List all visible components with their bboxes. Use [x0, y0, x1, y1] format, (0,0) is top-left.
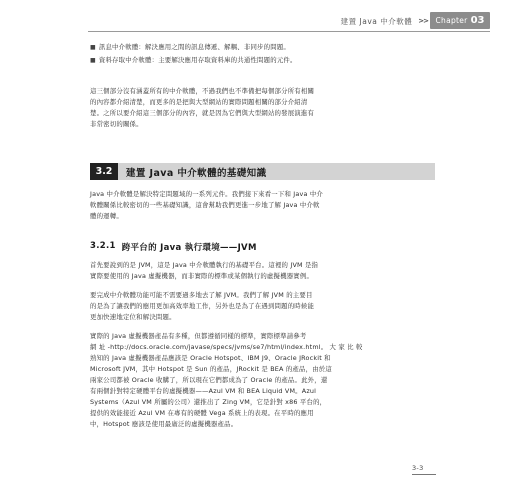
bullet-item [90, 42, 434, 53]
subsection-number: 3.2.1 [90, 241, 116, 251]
chapter-label: Chapter [435, 16, 468, 25]
section-title: 建置 Java 中介軟體的基礎知識 [126, 167, 267, 179]
text-line: 的是為了讓我們的應用更加高效率地工作，另外也是為了在遇到問題的時候能 [90, 302, 315, 310]
text-line: 要完成中介軟體功能可能不需要過多地去了解 JVM。我們了解 JVM 的主要目 [90, 291, 313, 299]
section-number: 3.2 [90, 163, 118, 180]
text-line: Systems（Azul VM 所屬的公司）還推出了 Zing VM，它是針對 x86 平台的， [90, 398, 327, 406]
running-title: 建置 Java 中介軟體 [340, 16, 413, 26]
text-line: 兩家公司都被 Oracle 收購了，所以現在它們都成為了 Oracle 的產品。此外，還 [90, 376, 328, 384]
text-line: 非常密切的關係。 [90, 120, 143, 128]
bullet-text: 訊息中介軟體：解決應用之間的訊息傳遞、解耦、非同步的問題。 [98, 43, 291, 51]
header-divider [88, 31, 490, 32]
text-line: 更加快速地定位和解決問題。 [90, 313, 176, 321]
section-paragraph [90, 189, 434, 222]
running-header [341, 10, 428, 32]
text-line: 這三個部分沒有涵蓋所有的中介軟體，不過我們也不準備把每個部分所有相關 [90, 87, 315, 95]
body-paragraph [90, 260, 434, 282]
chapter-badge [430, 12, 490, 29]
body-paragraph [90, 290, 434, 323]
text-line: 有兩個針對特定硬體平台的虛擬機器——Azul VM 和 BEA Liquid VM。Azul [90, 387, 317, 395]
text-line: 楚。之所以要介紹這三個部分的內容，就是因為它們與大型網站的發展演進有 [90, 109, 315, 117]
chapter-number: 03 [470, 15, 485, 26]
text-line: 的內容都介紹清楚，而更多的是把與大型網站的實際問題相關的部分介紹清 [90, 98, 308, 106]
text-line: Java 中介軟體是解決特定問題域的一系列元件。我們接下來看一下和 Java 中介 [90, 190, 324, 198]
text-line: 實際要使用的 Java 虛擬機器，而非實際的標準或某個執行的虛擬機器實例。 [90, 272, 314, 280]
text-line: 熟知的 Java 虛擬機器產品應該是 Oracle Hotspot、IBM J9、Oracle JRockit 和 [90, 354, 331, 362]
checkbox-bullet-icon: ■ [90, 44, 96, 51]
text-line: 網 址 -http://docs.oracle.com/javase/specs/jvms/se7/html/index.html。 大 家 比 較 [90, 343, 363, 351]
page-number: 3-3 [412, 464, 424, 472]
checkbox-bullet-icon: ■ [90, 57, 96, 64]
body-paragraph [90, 331, 434, 430]
text-line: 實際的 Java 虛擬機器產品有多種，但都遵循同樣的標準，實際標準請參考 [90, 332, 307, 340]
subsection-heading [90, 241, 257, 253]
double-arrow-icon: >> [418, 17, 428, 25]
bullet-text: 資料存取中介軟體：主要解決應用存取資料庫的共通性問題的元件。 [98, 56, 297, 64]
subsection-title: 跨平台的 Java 執行環境——JVM [121, 243, 257, 253]
text-line: 軟體關係比較密切的一些基礎知識，這會幫助我們更進一步地了解 Java 中介軟 [90, 201, 320, 209]
text-line: 提供的效能接近 Azul VM 在專有的硬體 Vega 系統上的表現。在平時的應用 [90, 409, 314, 417]
footer-divider [412, 474, 436, 475]
intro-paragraph [90, 86, 434, 130]
text-line: 體的運轉。 [90, 212, 123, 220]
text-line: 中，Hotspot 應該是使用最廣泛的虛擬機器產品。 [90, 420, 238, 428]
bullet-item [90, 55, 434, 66]
section-heading [90, 163, 435, 180]
text-line: 首先要說到的是 JVM，這是 Java 中介軟體執行的基礎平台。這裡的 JVM 是指 [90, 261, 319, 269]
text-line: Microsoft JVM，其中 Hotspot 是 Sun 的產品，JRockit 是 BEA 的產品，由於這 [90, 365, 332, 373]
